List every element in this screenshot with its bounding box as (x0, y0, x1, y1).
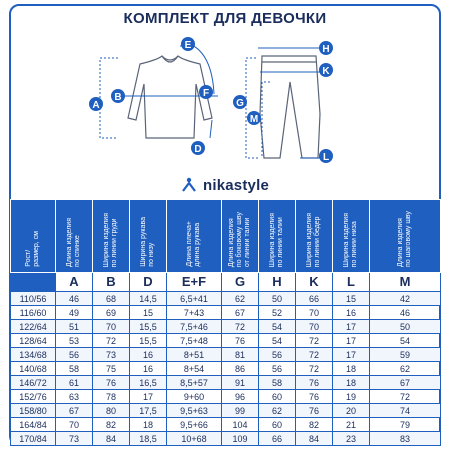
column-code (333, 273, 370, 292)
column-header-label (56, 200, 93, 273)
column-code (11, 273, 56, 292)
measure-cell: 72 (222, 320, 259, 334)
table-row (11, 320, 441, 334)
measure-cell: 17 (333, 320, 370, 334)
measure-cell: 70 (296, 320, 333, 334)
measure-cell: 18 (130, 418, 167, 432)
measure-cell: 58 (56, 362, 93, 376)
measure-cell: 74 (370, 404, 441, 418)
measure-cell: 62 (370, 362, 441, 376)
measure-cell: 86 (222, 362, 259, 376)
measure-cell: 72 (296, 362, 333, 376)
column-code-text: G (234, 274, 246, 289)
measure-cell: 59 (370, 348, 441, 362)
column-code-text: L (347, 274, 355, 289)
measure-cell: 18 (333, 376, 370, 390)
marker-l (319, 149, 333, 163)
table-row (11, 390, 441, 404)
measure-cell: 66 (259, 432, 296, 446)
measure-cell: 84 (296, 432, 333, 446)
svg-text:F: F (202, 88, 210, 99)
measure-cell: 72 (370, 390, 441, 404)
brand-name: nikastyle (202, 176, 269, 194)
measure-cell: 9,5+66 (167, 418, 222, 432)
measure-cell: 16 (130, 362, 167, 376)
column-code (130, 273, 167, 292)
measure-cell: 82 (296, 418, 333, 432)
column-code (56, 273, 93, 292)
measure-cell: 15,5 (130, 320, 167, 334)
table-row (11, 376, 441, 390)
measure-cell: 79 (370, 418, 441, 432)
measure-cell: 15 (333, 292, 370, 306)
measure-cell: 70 (296, 306, 333, 320)
measure-cell: 54 (259, 320, 296, 334)
table-row (11, 348, 441, 362)
measure-cell: 82 (93, 418, 130, 432)
measure-cell: 21 (333, 418, 370, 432)
column-code-text: K (309, 274, 319, 289)
measure-cell: 49 (56, 306, 93, 320)
measure-cell: 72 (296, 348, 333, 362)
measure-cell: 60 (259, 418, 296, 432)
measure-cell: 16 (130, 348, 167, 362)
size-table (10, 199, 441, 446)
measure-cell: 18 (333, 362, 370, 376)
measure-cell: 73 (93, 348, 130, 362)
table-row (11, 362, 441, 376)
size-cell: 164/84 (11, 418, 56, 432)
size-cell: 134/68 (11, 348, 56, 362)
measure-cell: 70 (56, 418, 93, 432)
svg-text:D: D (194, 144, 202, 155)
column-code-text: A (69, 274, 79, 289)
column-code (93, 273, 130, 292)
measure-cell: 62 (222, 292, 259, 306)
measure-cell: 8+54 (167, 362, 222, 376)
nikastyle-logo-icon (181, 177, 197, 193)
measure-cell: 56 (259, 362, 296, 376)
column-header-label (130, 200, 167, 273)
measure-cell: 54 (370, 334, 441, 348)
measure-cell: 18,5 (130, 432, 167, 446)
measure-cell: 67 (56, 404, 93, 418)
measure-cell: 75 (93, 362, 130, 376)
measure-cell: 42 (370, 292, 441, 306)
column-header-text: Длина плеча+ длина рукава (186, 221, 201, 267)
measure-cell: 10+68 (167, 432, 222, 446)
measure-cell: 78 (93, 390, 130, 404)
measure-cell: 96 (222, 390, 259, 404)
measure-cell: 67 (222, 306, 259, 320)
page-title: КОМПЛЕКТ ДЛЯ ДЕВОЧКИ (123, 10, 327, 27)
table-body (11, 292, 441, 446)
measure-cell: 81 (222, 348, 259, 362)
measure-cell: 84 (93, 432, 130, 446)
measure-cell: 58 (259, 376, 296, 390)
measure-cell: 69 (93, 306, 130, 320)
table-row (11, 306, 441, 320)
column-header-text: Длина изделия по шаговому шву (397, 211, 412, 267)
column-header-text: Ширина изделия по линии груди (103, 212, 118, 267)
svg-text:B: B (114, 92, 122, 103)
measure-cell: 63 (56, 390, 93, 404)
column-header-text: Длина изделия по спинке (66, 218, 81, 267)
measure-cell: 17,5 (130, 404, 167, 418)
measure-cell: 62 (259, 404, 296, 418)
marker-e (181, 37, 195, 51)
marker-f (199, 85, 213, 99)
column-header-label (11, 200, 56, 273)
measure-cell: 20 (333, 404, 370, 418)
measure-cell: 51 (56, 320, 93, 334)
column-code-text: B (106, 274, 116, 289)
measure-cell: 76 (222, 334, 259, 348)
measure-cell: 104 (222, 418, 259, 432)
column-code-text: D (143, 274, 153, 289)
measure-cell: 72 (93, 334, 130, 348)
measure-cell: 8+51 (167, 348, 222, 362)
column-code (370, 273, 441, 292)
svg-text:M: M (249, 114, 259, 125)
size-cell: 146/72 (11, 376, 56, 390)
column-header-text: Ширина изделия по линии низа (343, 212, 358, 267)
measure-cell: 17 (333, 334, 370, 348)
marker-m (247, 111, 261, 125)
measure-cell: 46 (370, 306, 441, 320)
measure-cell: 50 (259, 292, 296, 306)
measure-cell: 15 (130, 306, 167, 320)
measure-cell: 17 (130, 390, 167, 404)
measure-cell: 7,5+48 (167, 334, 222, 348)
measure-cell: 54 (259, 334, 296, 348)
measure-cell: 91 (222, 376, 259, 390)
measure-cell: 14,5 (130, 292, 167, 306)
marker-d (191, 141, 205, 155)
column-header-label (333, 200, 370, 273)
svg-text:G: G (236, 98, 244, 109)
column-header-text: Ширина изделия по линии талии (269, 212, 284, 267)
measure-cell: 83 (370, 432, 441, 446)
measure-cell: 16 (333, 306, 370, 320)
marker-b (111, 89, 125, 103)
measure-cell: 15,5 (130, 334, 167, 348)
measure-cell: 76 (296, 404, 333, 418)
measure-cell: 61 (56, 376, 93, 390)
column-header-label (259, 200, 296, 273)
measure-cell: 76 (296, 376, 333, 390)
svg-text:L: L (322, 152, 330, 163)
table-row (11, 432, 441, 446)
column-code-text: M (399, 274, 411, 289)
svg-text:E: E (184, 40, 192, 51)
measure-cell: 53 (56, 334, 93, 348)
size-cell: 122/64 (11, 320, 56, 334)
measure-cell: 6,5+41 (167, 292, 222, 306)
measure-cell: 99 (222, 404, 259, 418)
measure-cell: 56 (259, 348, 296, 362)
column-header-label (93, 200, 130, 273)
measure-cell: 8,5+57 (167, 376, 222, 390)
table-row (11, 418, 441, 432)
measure-cell: 68 (93, 292, 130, 306)
table-header-codes (11, 273, 441, 292)
measure-cell: 23 (333, 432, 370, 446)
measure-cell: 52 (259, 306, 296, 320)
size-cell: 110/56 (11, 292, 56, 306)
measure-cell: 73 (56, 432, 93, 446)
bottom-measure-lines (246, 48, 330, 158)
measure-cell: 19 (333, 390, 370, 404)
column-header-label (370, 200, 441, 273)
table-row (11, 334, 441, 348)
measure-cell: 67 (370, 376, 441, 390)
marker-k (319, 63, 333, 77)
column-code (259, 273, 296, 292)
svg-text:K: K (322, 66, 330, 77)
measure-cell: 9,5+63 (167, 404, 222, 418)
size-cell: 158/80 (11, 404, 56, 418)
size-cell: 128/64 (11, 334, 56, 348)
measure-cell: 70 (93, 320, 130, 334)
measure-cell: 76 (93, 376, 130, 390)
svg-text:H: H (322, 44, 330, 55)
table-row (11, 404, 441, 418)
measure-cell: 72 (296, 334, 333, 348)
column-header-label (167, 200, 222, 273)
column-code-text: E+F (181, 274, 207, 289)
size-cell: 152/76 (11, 390, 56, 404)
measure-cell: 9+60 (167, 390, 222, 404)
column-header-label (296, 200, 333, 273)
measure-cell: 109 (222, 432, 259, 446)
svg-text:A: A (92, 100, 100, 111)
column-header-text: Ширина изделия по линии бедер (306, 212, 321, 267)
marker-h (319, 41, 333, 55)
measure-cell: 7,5+46 (167, 320, 222, 334)
measure-cell: 66 (296, 292, 333, 306)
measurement-diagram (0, 34, 450, 170)
column-code (296, 273, 333, 292)
measure-cell: 76 (296, 390, 333, 404)
measure-cell: 46 (56, 292, 93, 306)
measure-cell: 50 (370, 320, 441, 334)
bottom-garment-illustration (260, 56, 320, 158)
column-header-text: Длина изделия по боковому шву от линии талии (228, 211, 251, 267)
table-header-labels (11, 200, 441, 273)
measure-cell: 80 (93, 404, 130, 418)
measure-cell: 16,5 (130, 376, 167, 390)
top-garment-illustration (128, 56, 212, 138)
marker-g (233, 95, 247, 109)
measure-cell: 56 (56, 348, 93, 362)
column-header-text: Рост/ размер, см (25, 231, 40, 267)
measure-cell: 7+43 (167, 306, 222, 320)
table-row (11, 292, 441, 306)
column-header-text: Ширина рукава по низу (140, 217, 155, 267)
size-cell: 116/60 (11, 306, 56, 320)
measure-cell: 17 (333, 348, 370, 362)
brand-row (0, 174, 450, 196)
measure-cell: 60 (259, 390, 296, 404)
column-code (222, 273, 259, 292)
column-header-label (222, 200, 259, 273)
column-code (167, 273, 222, 292)
size-cell: 140/68 (11, 362, 56, 376)
column-code-text: H (272, 274, 282, 289)
size-cell: 170/84 (11, 432, 56, 446)
marker-a (89, 97, 103, 111)
